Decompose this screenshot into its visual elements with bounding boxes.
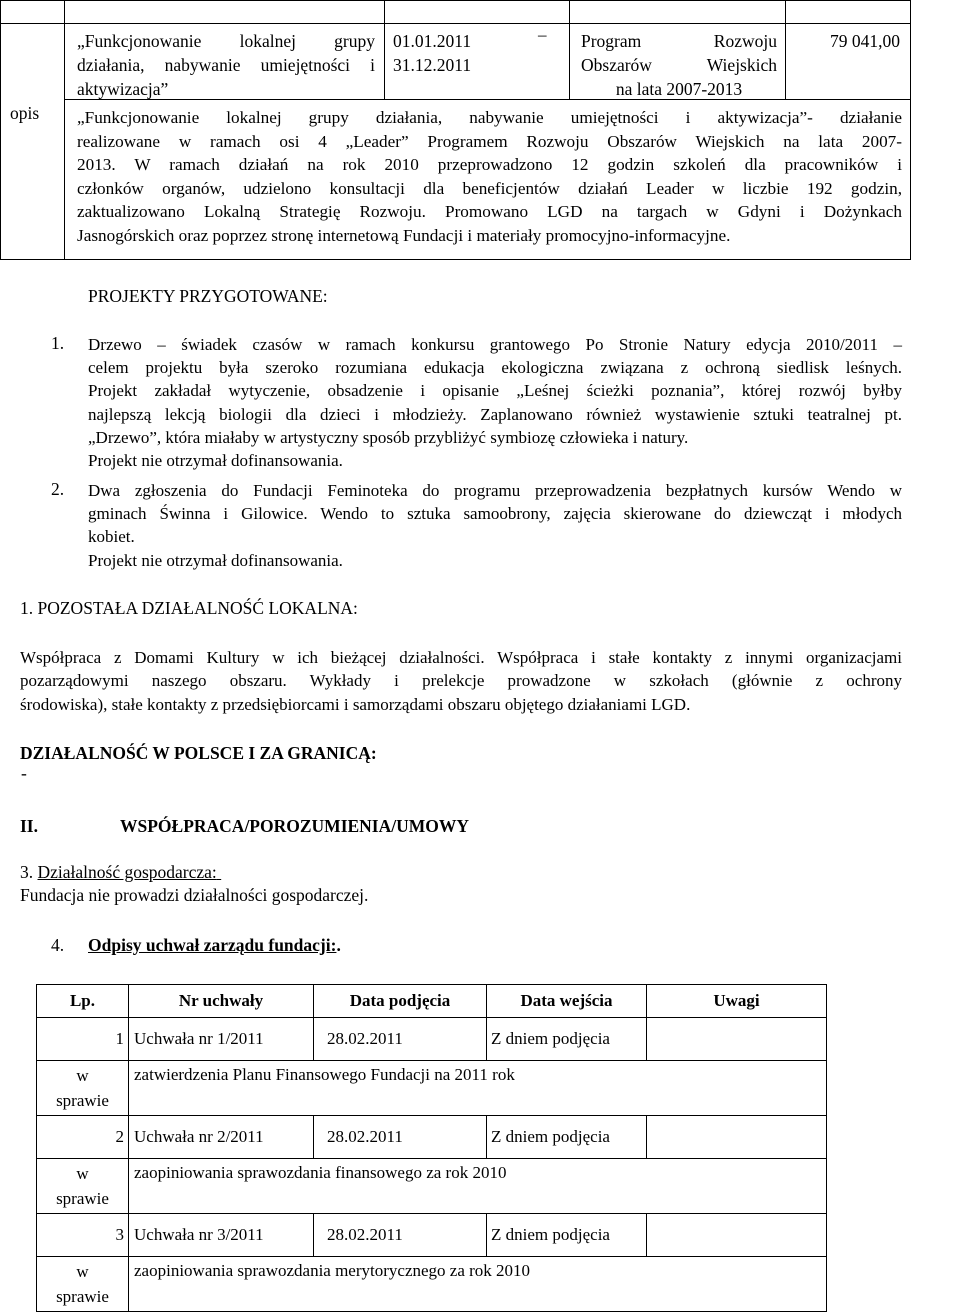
table-border: [384, 0, 385, 100]
table-border: [0, 0, 911, 1]
gospodarcza-heading: Działalność gospodarcza:: [37, 862, 217, 882]
project-line: Projekt zakładał wytyczenie, obsadzenie i opisanie „Leśnej ścieżki poznania”, której rozwój byłby: [88, 381, 902, 401]
odpisy-number: 4.: [51, 935, 65, 955]
task-name-cell: [77, 29, 375, 101]
task-line: aktywizacja”: [77, 79, 169, 99]
pozostala-line: Współpraca z Domami Kultury w ich bieżącej działalności. Współpraca i stałe kontakty z innymi organizacjami: [20, 648, 902, 667]
pozostala-line: środowiska), stałe kontakty z przedsiębiorcami i samorządami obszaru objętego działaniami LGD.: [20, 694, 691, 714]
cell-w-sprawie: [37, 1159, 129, 1214]
cell-lp: 2: [37, 1116, 129, 1159]
activity-table: [0, 0, 960, 260]
cell-uwagi: [647, 1214, 827, 1257]
program-cell: [581, 29, 777, 101]
wspolpraca-number: II.: [20, 816, 38, 836]
resolutions-table: [36, 984, 827, 1312]
table-row-subject: [37, 1061, 827, 1116]
task-line: „Funkcjonowanie lokalnej grupy: [77, 31, 375, 51]
cell-uwagi: [647, 1116, 827, 1159]
cell-data-podjecia: 28.02.2011: [314, 1018, 487, 1061]
table-row-subject: [37, 1159, 827, 1214]
gospodarcza-underline-gap: [217, 862, 221, 882]
project-number: 1.: [51, 333, 65, 353]
description-line: realizowane w ramach osi 4 „Leader” Programem Rozwoju Obszarów Wiejskich na lata 2007-: [77, 131, 902, 151]
pozostala-heading: 1. POZOSTAŁA DZIAŁALNOŚĆ LOKALNA:: [20, 598, 358, 618]
cell-w-sprawie: [37, 1257, 129, 1312]
project-line: kobiet.: [88, 527, 135, 547]
cell-data-wejscia: Z dniem podjęcia: [487, 1116, 647, 1159]
table-border: [785, 0, 786, 100]
project-number: 2.: [51, 479, 65, 499]
odpisy-heading: Odpisy uchwał zarządu fundacji:: [88, 935, 337, 955]
cell-lp: 3: [37, 1214, 129, 1257]
projekty-heading: PROJEKTY PRZYGOTOWANE:: [88, 286, 328, 306]
description-line: Jasnogórskich oraz poprzez stronę internetową Fundacji i materiały promocyjno-informacyjne.: [77, 225, 731, 245]
gospodarcza-heading-row: [20, 862, 221, 883]
program-line: na lata 2007-2013: [615, 79, 743, 99]
sprawie-label: sprawie: [56, 1189, 109, 1208]
project-line: Drzewo – świadek czasów w ramach konkursu grantowego Po Stronie Natury edycja 2010/2011 –: [88, 335, 902, 354]
cell-w-sprawie: [37, 1061, 129, 1116]
project-item: [88, 479, 902, 572]
project-line: najlepszą lekcją biologii dla dzieci i młodzieży. Zaplanowano również wystawienie sztuki teatralnej pt.: [88, 404, 902, 424]
project-item: [88, 333, 902, 472]
pozostala-line: pozarządowymi naszego obszaru. Wykłady i prelekcje prowadzone w szkołach (głównie z ochrony: [20, 671, 902, 691]
w-label: w: [76, 1066, 89, 1085]
table-border: [64, 0, 65, 260]
project-line: Dwa zgłoszenia do Fundacji Feminoteka do programu przeprowadzenia bezpłatnych kursów Wendo w: [88, 481, 902, 500]
date-dash: –: [538, 25, 547, 44]
table-header-row: [37, 985, 827, 1018]
program-line: Obszarów Wiejskich: [581, 55, 777, 75]
odpisy-heading-row: [88, 935, 341, 956]
table-border: [0, 259, 911, 260]
table-row: [37, 1116, 827, 1159]
header-data-podjecia: Data podjęcia: [314, 985, 487, 1018]
cell-sprawa: zaopiniowania sprawozdania finansowego za rok 2010: [129, 1159, 827, 1214]
dzialalnosc-polska-dash: -: [21, 763, 27, 783]
header-data-wejscia: Data wejścia: [487, 985, 647, 1018]
header-uwagi: Uwagi: [647, 985, 827, 1018]
description-line: członków organów, udzielono konsultacji dla beneficjentów działań Leader w liczbie 192 godzin,: [77, 178, 902, 198]
cell-nr: Uchwała nr 1/2011: [129, 1018, 314, 1061]
header-lp: Lp.: [37, 985, 129, 1018]
date-to: 31.12.2011: [393, 55, 472, 75]
project-line: celem projektu była szeroko rozumiana edukacja ekologiczna związana z ochroną siedlisk leśnych.: [88, 358, 902, 378]
date-from: 01.01.2011: [393, 31, 472, 51]
dzialalnosc-polska-heading: DZIAŁALNOŚĆ W POLSCE I ZA GRANICĄ:: [20, 743, 377, 763]
project-line: Projekt nie otrzymał dofinansowania.: [88, 451, 343, 471]
gospodarcza-text: Fundacja nie prowadzi działalności gospodarczej.: [20, 885, 369, 905]
cell-sprawa: zaopiniowania sprawozdania merytorycznego za rok 2010: [129, 1257, 827, 1312]
description-label: opis: [10, 103, 40, 123]
table-border: [910, 0, 911, 260]
cell-sprawa: zatwierdzenia Planu Finansowego Fundacji na 2011 rok: [129, 1061, 827, 1116]
cell-uwagi: [647, 1018, 827, 1061]
header-nr: Nr uchwały: [129, 985, 314, 1018]
program-line: Program Rozwoju: [581, 31, 777, 51]
cell-nr: Uchwała nr 2/2011: [129, 1116, 314, 1159]
amount-cell: 79 041,00: [830, 31, 900, 51]
sprawie-label: sprawie: [56, 1091, 109, 1110]
task-line: działania, nabywanie umiejętności i: [77, 55, 375, 75]
cell-data-wejscia: Z dniem podjęcia: [487, 1018, 647, 1061]
w-label: w: [76, 1262, 89, 1281]
table-border: [0, 23, 911, 24]
project-line: „Drzewo”, która miałaby w artystyczny sposób przybliżyć symbiozę człowieka i natury.: [88, 427, 689, 447]
cell-data-podjecia: 28.02.2011: [314, 1116, 487, 1159]
w-label: w: [76, 1164, 89, 1183]
table-row: [37, 1214, 827, 1257]
sprawie-label: sprawie: [56, 1287, 109, 1306]
gospodarcza-number: 3.: [20, 862, 34, 882]
cell-data-podjecia: 28.02.2011: [314, 1214, 487, 1257]
cell-nr: Uchwała nr 3/2011: [129, 1214, 314, 1257]
cell-data-wejscia: Z dniem podjęcia: [487, 1214, 647, 1257]
table-row: [37, 1018, 827, 1061]
table-border: [0, 0, 1, 260]
project-line: gminach Świnna i Gilowice. Wendo to sztuka samoobrony, zajęcia skierowane do dziewcząt i młodych: [88, 504, 902, 524]
odpisy-tail: .: [336, 935, 341, 955]
table-border: [569, 0, 570, 100]
wspolpraca-heading: WSPÓŁPRACA/POROZUMIENIA/UMOWY: [120, 816, 470, 836]
description-line: 2013. W ramach działań na rok 2010 przeprowadzono 12 godzin szkoleń dla pracowników i: [77, 155, 902, 175]
table-row-subject: [37, 1257, 827, 1312]
pozostala-text: [20, 646, 902, 716]
project-line: Projekt nie otrzymał dofinansowania.: [88, 550, 343, 570]
description-cell: [77, 106, 902, 248]
description-line: „Funkcjonowanie lokalnej grupy działania, nabywanie umiejętności i aktywizacja”- działanie: [77, 108, 902, 127]
description-line: zaktualizowano Lokalną Strategię Rozwoju. Promowano LGD na targach w Gdyni i Dożynkach: [77, 202, 902, 222]
cell-lp: 1: [37, 1018, 129, 1061]
